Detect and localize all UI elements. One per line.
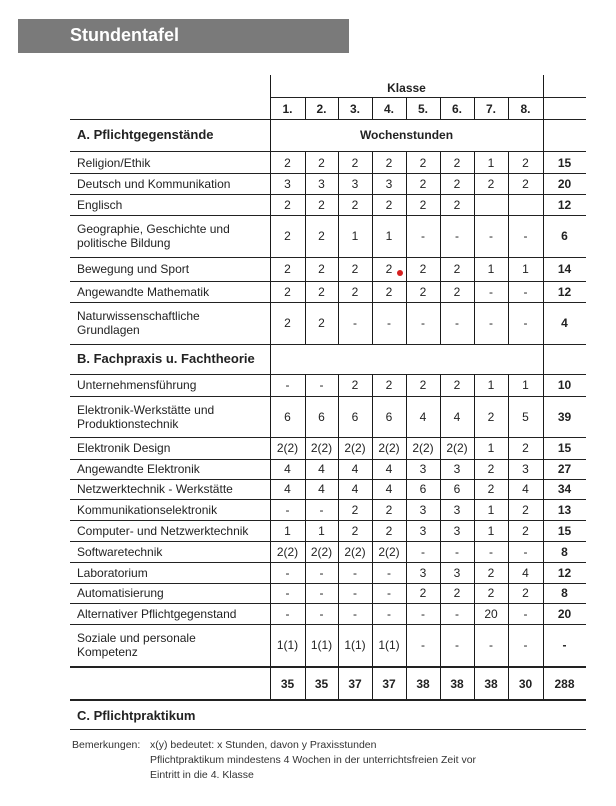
klasse-header: Klasse bbox=[387, 81, 426, 95]
hours-cell: 2 bbox=[284, 262, 291, 276]
hours-cell: 2 bbox=[522, 586, 529, 600]
page-title: Stundentafel bbox=[70, 25, 180, 45]
hours-cell: 5 bbox=[522, 409, 529, 424]
hours-cell: - bbox=[523, 316, 528, 330]
hours-cell: 4 bbox=[284, 482, 291, 496]
column-divider bbox=[338, 152, 339, 344]
total-cell: 10 bbox=[557, 378, 572, 392]
column-divider bbox=[474, 97, 475, 119]
subject-label: Deutsch und Kommunikation bbox=[77, 176, 231, 191]
hours-cell: 6 bbox=[419, 482, 427, 496]
total-cell: 12 bbox=[557, 565, 572, 580]
hours-cell: 3 bbox=[453, 565, 461, 580]
class-column-header: 5. bbox=[417, 102, 428, 116]
hours-cell: 1 bbox=[487, 502, 495, 517]
red-dot-marker bbox=[397, 270, 403, 276]
column-total-cell: 35 bbox=[314, 676, 329, 691]
hours-cell: 2 bbox=[522, 155, 529, 170]
subject-label: Geographie, Geschichte und politische Bildung bbox=[77, 222, 230, 250]
column-divider bbox=[372, 152, 373, 344]
hours-cell: - bbox=[387, 316, 391, 330]
hours-cell: 2 bbox=[385, 502, 393, 517]
hours-cell: - bbox=[489, 544, 493, 559]
hours-cell: 1(1) bbox=[344, 638, 366, 652]
class-column-header: 8. bbox=[520, 102, 531, 116]
hours-cell: 2 bbox=[419, 586, 427, 600]
hours-cell: - bbox=[421, 638, 425, 652]
class-column-header: 6. bbox=[451, 102, 462, 116]
hours-cell: 2(2) bbox=[310, 441, 333, 455]
hours-cell: - bbox=[523, 229, 528, 243]
hours-cell: 6 bbox=[385, 409, 393, 424]
class-column-header: 7. bbox=[485, 102, 496, 116]
hours-cell: - bbox=[319, 565, 324, 580]
hours-cell: 4 bbox=[351, 482, 359, 496]
title-bar bbox=[18, 19, 349, 53]
column-divider bbox=[440, 152, 441, 344]
section-c-heading: C. Pflichtpraktikum bbox=[77, 708, 196, 723]
hours-cell: 2 bbox=[284, 316, 291, 330]
hours-cell: 4 bbox=[385, 462, 393, 476]
subject-label: Netzwerktechnik - Werkstätte bbox=[77, 482, 233, 496]
hours-cell: 1 bbox=[487, 523, 495, 538]
subject-label: Angewandte Elektronik bbox=[77, 462, 200, 476]
hours-cell: 4 bbox=[522, 482, 529, 496]
row-divider bbox=[70, 699, 586, 701]
hours-cell: - bbox=[455, 544, 459, 559]
hours-cell: 3 bbox=[284, 176, 291, 191]
hours-cell: 3 bbox=[419, 523, 427, 538]
column-divider bbox=[543, 75, 544, 699]
hours-cell: 2 bbox=[318, 284, 325, 299]
total-cell: 34 bbox=[557, 482, 572, 496]
hours-cell: 2 bbox=[419, 262, 427, 276]
hours-cell: 2 bbox=[453, 155, 461, 170]
hours-cell: - bbox=[353, 316, 357, 330]
hours-cell: - bbox=[353, 606, 357, 621]
hours-cell: 2 bbox=[351, 523, 359, 538]
hours-cell: - bbox=[523, 638, 528, 652]
total-cell: 39 bbox=[557, 409, 572, 424]
subject-label: Softwaretechnik bbox=[77, 544, 163, 559]
hours-cell: - bbox=[387, 565, 391, 580]
column-divider bbox=[474, 152, 475, 344]
hours-cell: 6 bbox=[351, 409, 359, 424]
hours-cell: 2 bbox=[284, 229, 291, 243]
hours-cell: 2 bbox=[284, 155, 291, 170]
hours-cell: - bbox=[421, 316, 425, 330]
hours-cell: 2 bbox=[487, 565, 495, 580]
row-divider bbox=[70, 729, 586, 730]
hours-cell: 2 bbox=[318, 262, 325, 276]
hours-cell: - bbox=[421, 606, 425, 621]
hours-cell: 4 bbox=[351, 462, 359, 476]
hours-cell: 2 bbox=[385, 284, 393, 299]
total-cell: 12 bbox=[557, 197, 572, 212]
subject-label: Religion/Ethik bbox=[77, 155, 151, 170]
hours-cell: 1 bbox=[487, 155, 495, 170]
total-cell: 20 bbox=[557, 606, 572, 621]
total-cell: 15 bbox=[557, 155, 572, 170]
column-divider bbox=[508, 152, 509, 344]
hours-cell: 2 bbox=[453, 176, 461, 191]
subject-label: Angewandte Mathematik bbox=[77, 284, 210, 299]
total-cell: 8 bbox=[561, 544, 568, 559]
column-divider bbox=[372, 97, 373, 119]
hours-cell: 2 bbox=[385, 262, 393, 276]
class-column-header: 2. bbox=[316, 102, 327, 116]
hours-cell: 2 bbox=[385, 155, 393, 170]
hours-cell: 1 bbox=[487, 262, 495, 276]
subject-label: Englisch bbox=[77, 197, 123, 212]
remarks-line-2: Pflichtpraktikum mindestens 4 Wochen in der unterrichtsfreien Zeit vor bbox=[150, 754, 477, 766]
hours-cell: - bbox=[319, 586, 324, 600]
section-b-heading: B. Fachpraxis u. Fachtheorie bbox=[77, 351, 255, 366]
hours-cell: 1 bbox=[487, 441, 495, 455]
hours-cell: - bbox=[455, 606, 459, 621]
hours-cell: 1 bbox=[318, 523, 325, 538]
hours-cell: 2(2) bbox=[344, 544, 366, 559]
hours-cell: 3 bbox=[453, 502, 461, 517]
subject-label: Laboratorium bbox=[77, 565, 148, 580]
total-cell: 12 bbox=[557, 284, 572, 299]
hours-cell: 2(2) bbox=[310, 544, 333, 559]
class-column-header: 1. bbox=[282, 102, 293, 116]
subject-label: Soziale und personale Kompetenz bbox=[77, 631, 196, 659]
hours-cell: 2 bbox=[351, 284, 359, 299]
total-cell: 14 bbox=[557, 262, 572, 276]
total-cell: 15 bbox=[557, 523, 572, 538]
hours-cell: 3 bbox=[385, 176, 393, 191]
hours-cell: 6 bbox=[284, 409, 291, 424]
hours-cell: - bbox=[285, 565, 290, 580]
column-divider bbox=[305, 374, 306, 699]
column-total-cell: 38 bbox=[416, 676, 430, 691]
column-divider bbox=[270, 75, 271, 699]
total-cell: 4 bbox=[561, 316, 568, 330]
hours-cell: - bbox=[489, 284, 493, 299]
subject-label: Unternehmensführung bbox=[77, 378, 197, 392]
total-cell: 15 bbox=[557, 441, 572, 455]
hours-cell bbox=[508, 194, 543, 215]
hours-cell: 2(2) bbox=[344, 441, 366, 455]
hours-cell: 2 bbox=[419, 197, 427, 212]
class-column-header: 3. bbox=[349, 102, 360, 116]
hours-cell: 2(2) bbox=[446, 441, 468, 455]
hours-cell: 2 bbox=[385, 523, 393, 538]
hours-cell: - bbox=[319, 606, 324, 621]
hours-cell: - bbox=[455, 229, 459, 243]
remarks-line-1: x(y) bedeutet: x Stunden, davon y Praxisstunden bbox=[150, 739, 377, 751]
hours-cell: 2 bbox=[284, 197, 291, 212]
hours-cell: 2 bbox=[522, 502, 529, 517]
hours-cell: 2 bbox=[318, 229, 325, 243]
column-divider bbox=[508, 97, 509, 119]
row-divider bbox=[70, 119, 586, 120]
hours-cell: - bbox=[421, 229, 425, 243]
wochenstunden-label: Wochenstunden bbox=[359, 128, 454, 142]
hours-cell: - bbox=[319, 502, 324, 517]
total-cell: 27 bbox=[557, 462, 572, 476]
column-total-cell: 30 bbox=[518, 676, 533, 691]
hours-cell: - bbox=[387, 606, 391, 621]
column-divider bbox=[508, 374, 509, 699]
hours-cell: - bbox=[387, 586, 391, 600]
hours-cell: - bbox=[455, 316, 459, 330]
hours-cell: - bbox=[319, 378, 324, 392]
hours-cell: 1(1) bbox=[310, 638, 333, 652]
hours-cell: - bbox=[455, 638, 459, 652]
remarks-label: Bemerkungen: bbox=[72, 739, 141, 751]
hours-cell: 2 bbox=[284, 284, 291, 299]
hours-cell: 6 bbox=[318, 409, 325, 424]
total-cell: - bbox=[562, 638, 567, 652]
subject-label: Alternativer Pflichtgegenstand bbox=[77, 606, 237, 621]
hours-cell bbox=[474, 194, 508, 215]
hours-cell: 2 bbox=[419, 284, 427, 299]
total-cell: 13 bbox=[557, 502, 572, 517]
total-cell: 20 bbox=[557, 176, 572, 191]
hours-cell: 1 bbox=[351, 229, 359, 243]
grand-total-cell: 288 bbox=[554, 676, 575, 691]
hours-cell: 2 bbox=[318, 316, 325, 330]
hours-cell: - bbox=[421, 544, 425, 559]
hours-cell: 2 bbox=[487, 176, 495, 191]
column-divider bbox=[406, 374, 407, 699]
column-divider bbox=[338, 374, 339, 699]
hours-cell: - bbox=[523, 284, 528, 299]
subject-label: Bewegung und Sport bbox=[77, 262, 190, 276]
hours-cell: - bbox=[285, 586, 290, 600]
hours-cell: 2 bbox=[419, 378, 427, 392]
column-divider bbox=[406, 97, 407, 119]
hours-cell: - bbox=[489, 316, 493, 330]
hours-cell: 2(2) bbox=[378, 441, 400, 455]
subject-label: Elektronik Design bbox=[77, 441, 171, 455]
column-divider bbox=[406, 152, 407, 344]
hours-cell: 1 bbox=[487, 378, 495, 392]
hours-cell: - bbox=[353, 586, 357, 600]
hours-cell: 4 bbox=[318, 482, 325, 496]
hours-cell: 4 bbox=[385, 482, 393, 496]
hours-cell: 2 bbox=[351, 378, 359, 392]
subject-label: Automatisierung bbox=[77, 586, 164, 600]
hours-cell: 2 bbox=[318, 197, 325, 212]
hours-cell: - bbox=[523, 606, 528, 621]
hours-cell: - bbox=[489, 229, 493, 243]
hours-cell: 4 bbox=[419, 409, 427, 424]
hours-cell: - bbox=[285, 378, 290, 392]
hours-cell: 20 bbox=[484, 606, 498, 621]
hours-cell: 4 bbox=[522, 565, 529, 580]
column-total-cell: 38 bbox=[450, 676, 464, 691]
hours-cell: 2 bbox=[522, 441, 529, 455]
hours-cell: - bbox=[353, 565, 357, 580]
hours-cell: 2 bbox=[453, 262, 461, 276]
hours-cell: 1 bbox=[522, 262, 529, 276]
hours-cell: 3 bbox=[419, 565, 427, 580]
hours-cell: - bbox=[523, 544, 528, 559]
column-divider bbox=[372, 374, 373, 699]
hours-cell: 2 bbox=[487, 462, 495, 476]
hours-cell: 2(2) bbox=[378, 544, 400, 559]
hours-cell: 2 bbox=[522, 523, 529, 538]
class-column-header: 4. bbox=[383, 102, 394, 116]
hours-cell: 3 bbox=[351, 176, 359, 191]
hours-cell: 1 bbox=[284, 523, 291, 538]
hours-cell: 2(2) bbox=[412, 441, 434, 455]
hours-cell: 3 bbox=[453, 462, 461, 476]
column-total-cell: 37 bbox=[382, 676, 396, 691]
hours-cell: 2(2) bbox=[276, 544, 299, 559]
column-divider bbox=[474, 374, 475, 699]
hours-cell: 2 bbox=[385, 378, 393, 392]
hours-cell: 2 bbox=[453, 197, 461, 212]
hours-cell: 2 bbox=[419, 155, 427, 170]
hours-cell: 3 bbox=[419, 462, 427, 476]
column-total-cell: 38 bbox=[484, 676, 498, 691]
hours-cell: 2 bbox=[453, 284, 461, 299]
hours-cell: 3 bbox=[522, 462, 529, 476]
column-divider bbox=[305, 152, 306, 344]
hours-cell: 4 bbox=[453, 409, 461, 424]
total-cell: 6 bbox=[561, 229, 568, 243]
hours-cell: 2 bbox=[351, 262, 359, 276]
hours-cell: 2 bbox=[351, 502, 359, 517]
column-divider bbox=[440, 97, 441, 119]
hours-cell: 1 bbox=[385, 229, 393, 243]
hours-cell: 4 bbox=[284, 462, 291, 476]
hours-cell: 2 bbox=[351, 197, 359, 212]
hours-cell: - bbox=[285, 606, 290, 621]
hours-cell: 3 bbox=[453, 523, 461, 538]
section-a-heading: A. Pflichtgegenstände bbox=[77, 127, 214, 142]
subject-label: Computer- und Netzwerktechnik bbox=[77, 523, 249, 538]
hours-cell: 3 bbox=[318, 176, 325, 191]
hours-cell: 2 bbox=[453, 378, 461, 392]
subject-label: Naturwissenschaftliche Grundlagen bbox=[77, 309, 200, 337]
hours-cell: 4 bbox=[318, 462, 325, 476]
subject-label: Elektronik-Werkstätte und Produktionstechnik bbox=[77, 402, 215, 431]
column-total-cell: 37 bbox=[348, 676, 362, 691]
hours-cell: 2 bbox=[487, 482, 495, 496]
total-cell: 8 bbox=[561, 586, 568, 600]
hours-cell: 2(2) bbox=[276, 441, 299, 455]
column-divider bbox=[305, 97, 306, 119]
column-total-cell: 35 bbox=[280, 676, 295, 691]
hours-cell: 2 bbox=[419, 176, 427, 191]
hours-cell: 2 bbox=[522, 176, 529, 191]
remarks-line-3: Eintritt in die 4. Klasse bbox=[150, 769, 254, 781]
hours-cell: - bbox=[285, 502, 290, 517]
column-divider bbox=[440, 374, 441, 699]
hours-cell: 2 bbox=[453, 586, 461, 600]
row-divider bbox=[270, 97, 586, 98]
hours-cell: 2 bbox=[318, 155, 325, 170]
column-divider bbox=[338, 97, 339, 119]
hours-cell: 1 bbox=[522, 378, 529, 392]
subject-label: Kommunikationselektronik bbox=[77, 502, 218, 517]
hours-cell: 2 bbox=[487, 409, 495, 424]
hours-cell: 2 bbox=[385, 197, 393, 212]
hours-cell: 1(1) bbox=[378, 638, 400, 652]
hours-cell: 3 bbox=[419, 502, 427, 517]
hours-cell: 1(1) bbox=[276, 638, 299, 652]
hours-cell: - bbox=[489, 638, 493, 652]
hours-cell: 6 bbox=[453, 482, 461, 496]
hours-cell: 2 bbox=[487, 586, 495, 600]
hours-cell: 2 bbox=[351, 155, 359, 170]
